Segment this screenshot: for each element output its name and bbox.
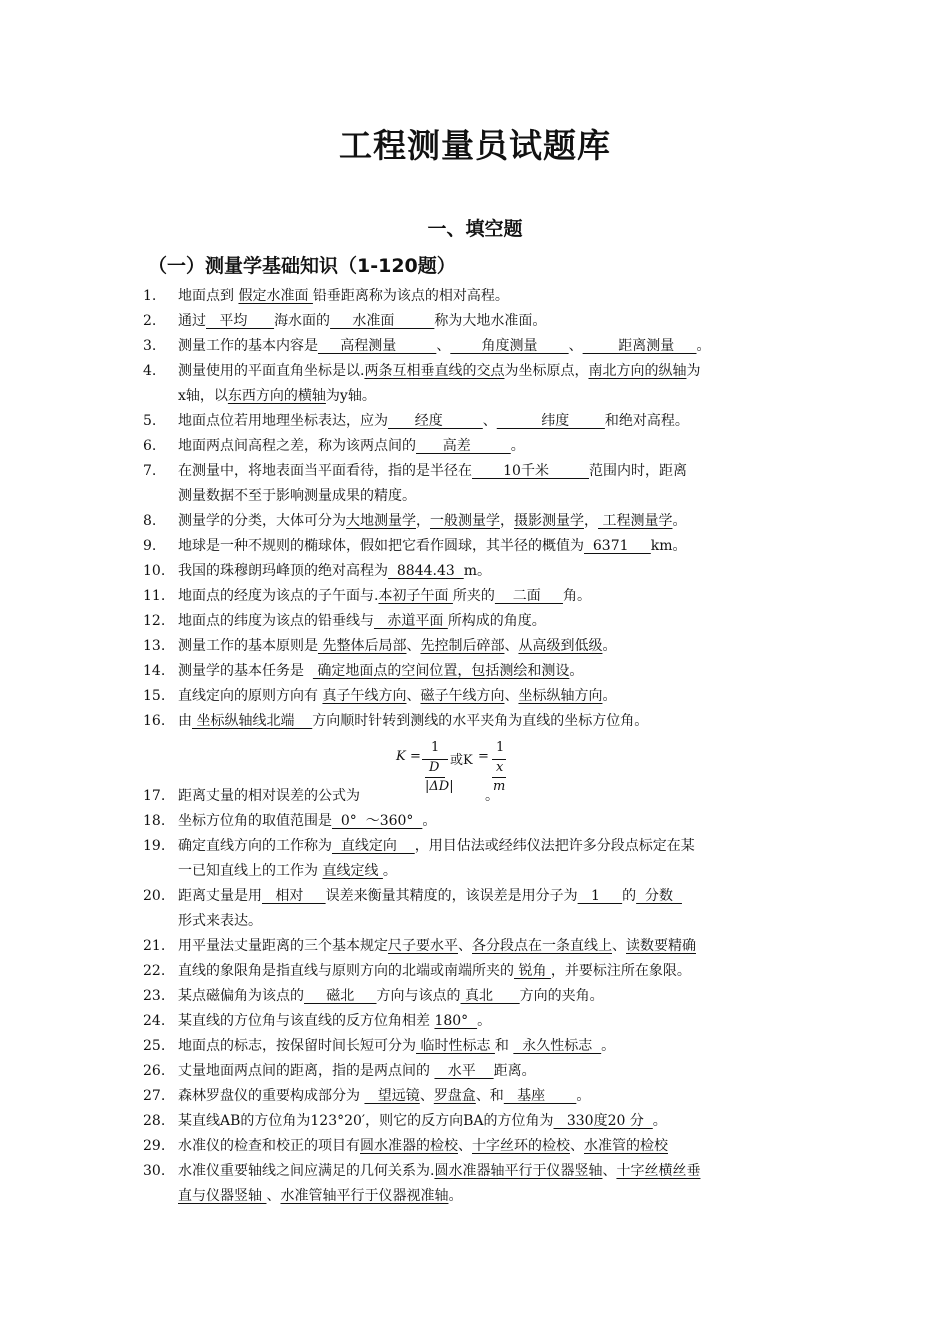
text-segment: 23. xyxy=(143,988,166,1004)
text-segment: 某直线AB的方位角为123°20′，则它的反方向BA的方位角为 xyxy=(178,1113,554,1129)
text-segment: 、和 xyxy=(475,1088,504,1104)
answer: 两条互相垂直线的交点 xyxy=(364,363,505,379)
text-segment: 15. xyxy=(143,688,166,704)
text-segment: 水准仪的检查和校正的项目有 xyxy=(178,1138,360,1154)
answer: 圆水准器轴平行于仪器竖轴 xyxy=(434,1163,603,1179)
text-segment: 我国的珠穆朗玛峰顶的绝对高程为 xyxy=(178,563,388,579)
text-segment: 。 xyxy=(672,513,687,529)
question-20 xyxy=(143,884,682,909)
text-segment: 测量工作的基本内容是 xyxy=(178,338,318,354)
question-19 xyxy=(143,834,695,859)
subsection-heading: （一）测量学基础知识（1-120题） xyxy=(148,255,456,277)
answer: 摄影测量学 xyxy=(514,513,584,529)
text-segment: ， xyxy=(416,513,430,529)
formula-or: 或K xyxy=(450,753,473,768)
text-segment: 。 xyxy=(602,638,617,654)
question-28 xyxy=(143,1109,667,1134)
text-segment: ，用目估法或经纬仪法把许多分段点标定在某 xyxy=(414,838,695,854)
text-segment: 。 xyxy=(576,1088,591,1104)
question-13 xyxy=(143,634,616,659)
answer: 0° ～360° xyxy=(332,813,423,829)
answer: 东西方向的横轴 xyxy=(227,388,326,404)
text-segment: 、 xyxy=(602,1163,617,1179)
text-segment: 为 xyxy=(686,363,701,379)
formula-eq-2: = xyxy=(478,749,489,764)
text-segment: x轴，以 xyxy=(178,388,228,404)
text-segment: 30. xyxy=(143,1163,166,1179)
question-9 xyxy=(143,534,687,559)
text-segment: 、 xyxy=(570,1138,584,1154)
text-segment: 所构成的角度。 xyxy=(447,613,546,629)
answer: 各分段点在一条直线上 xyxy=(472,938,612,954)
text-segment: 用平量法丈量距离的三个基本规定 xyxy=(178,938,388,954)
text-segment: 地面点位若用地理坐标表达，应为 xyxy=(178,413,388,429)
text-segment: 铅垂距离称为该点的相对高程。 xyxy=(312,288,509,304)
document-title: 工程测量员试题库 xyxy=(339,126,611,165)
formula-numerator: 1 xyxy=(431,740,440,755)
formula-abs-delta-d: |ΔD| xyxy=(425,779,454,794)
text-segment: 、 xyxy=(266,1188,281,1204)
answer: 一般测量学 xyxy=(430,513,500,529)
text-segment: 为y轴。 xyxy=(325,388,376,404)
question-18 xyxy=(143,809,436,834)
answer: 水准管的检校 xyxy=(584,1138,668,1154)
text-segment: 形式来表达。 xyxy=(178,913,262,929)
text-segment: 在测量中，将地表面当平面看待，指的是半径在 xyxy=(178,463,472,479)
answer: 确定地面点的空间位置，包括测绘和测设 xyxy=(312,663,570,679)
answer: 先控制后碎部 xyxy=(420,638,505,654)
text-segment: 13. xyxy=(143,638,166,654)
text-segment: 方向与该点的 xyxy=(376,988,461,1004)
answer: 330度20 分 xyxy=(553,1113,653,1129)
text-segment: 。 xyxy=(601,1038,616,1054)
question-4-continued xyxy=(178,384,376,409)
text-segment: 距离。 xyxy=(493,1063,536,1079)
text-segment: 某点磁偏角为该点的 xyxy=(178,988,304,1004)
question-30-continued xyxy=(178,1184,462,1209)
text-segment: 24. xyxy=(143,1013,166,1029)
answer: 高程测量 xyxy=(318,338,437,354)
text-segment: 8. xyxy=(143,513,157,529)
answer: 分数 xyxy=(636,888,682,904)
answer: 8844.43 xyxy=(388,563,464,579)
text-segment: 。 xyxy=(602,688,617,704)
text-segment: 。 xyxy=(485,788,499,804)
answer: 经度 xyxy=(388,413,483,429)
answer: 真北 xyxy=(460,988,520,1004)
text-segment: 、 xyxy=(504,638,519,654)
answer: 从高级到低级 xyxy=(518,638,603,654)
fraction-bar xyxy=(425,777,445,778)
answer: 南北方向的纵轴 xyxy=(588,363,687,379)
text-segment: 某直线的方位角与该直线的反方位角相差 xyxy=(178,1013,435,1029)
answer: 距离测量 xyxy=(582,338,697,354)
text-segment: 4. xyxy=(143,363,157,379)
answer: 圆水准器的检校 xyxy=(360,1138,458,1154)
text-segment: 10. xyxy=(143,563,166,579)
text-segment: 和 xyxy=(494,1038,514,1054)
text-segment: 方向顺时针转到测线的水平夹角为直线的坐标方位角。 xyxy=(312,713,649,729)
question-10 xyxy=(143,559,491,584)
text-segment: 地面两点间高程之差，称为该两点间的 xyxy=(178,438,416,454)
text-segment: 27. xyxy=(143,1088,166,1104)
text-segment: 测量工作的基本原则是 xyxy=(178,638,318,654)
text-segment: 和绝对高程。 xyxy=(604,413,689,429)
text-segment: ，并要标注所在象限。 xyxy=(550,963,691,979)
answer: 水准管轴平行于仪器视准轴 xyxy=(280,1188,449,1204)
text-segment: 确定直线方向的工作称为 xyxy=(178,838,332,854)
answer: 水平 xyxy=(434,1063,494,1079)
question-2 xyxy=(143,309,546,334)
text-segment: 28. xyxy=(143,1113,166,1129)
text-segment: 20. xyxy=(143,888,166,904)
formula-eq: = xyxy=(410,749,421,764)
text-segment: 所夹的 xyxy=(452,588,495,604)
text-segment: 、 xyxy=(406,688,421,704)
answer: 工程测量学 xyxy=(598,513,673,529)
answer: 坐标纵轴线北端 xyxy=(192,713,313,729)
answer: 永久性标志 xyxy=(513,1038,602,1054)
text-segment: 。 xyxy=(652,1113,667,1129)
question-16 xyxy=(143,709,648,734)
answer: 相对 xyxy=(262,888,326,904)
text-segment: 3. xyxy=(143,338,157,354)
text-segment: 、 xyxy=(612,938,626,954)
text-segment: ， xyxy=(500,513,514,529)
answer: 纬度 xyxy=(496,413,605,429)
answer: 直线定向 xyxy=(332,838,415,854)
question-11 xyxy=(143,584,591,609)
text-segment: ， xyxy=(584,513,598,529)
text-segment: 通过 xyxy=(178,313,206,329)
text-segment: 为坐标原点， xyxy=(504,363,589,379)
text-segment: 海水面的 xyxy=(274,313,331,329)
text-segment: 、 xyxy=(436,338,451,354)
text-segment: 19. xyxy=(143,838,166,854)
answer: 望远镜 xyxy=(364,1088,420,1104)
text-segment: 地面点到 xyxy=(178,288,239,304)
text-segment: 6. xyxy=(143,438,157,454)
text-segment: 地面点的纬度为该点的铅垂线与 xyxy=(178,613,374,629)
text-segment: 、 xyxy=(568,338,583,354)
text-segment: 、 xyxy=(482,413,497,429)
text-segment: 。 xyxy=(422,813,437,829)
answer: 大地测量学 xyxy=(346,513,416,529)
text-segment: 5. xyxy=(143,413,157,429)
fraction-bar xyxy=(492,777,506,778)
answer: 十字丝横丝垂 xyxy=(616,1163,701,1179)
question-14 xyxy=(143,659,583,684)
text-segment: 7. xyxy=(143,463,157,479)
section-heading: 一、填空题 xyxy=(427,218,523,240)
formula-d: D xyxy=(429,760,440,775)
question-7 xyxy=(143,459,687,484)
question-1 xyxy=(143,284,509,309)
text-segment: 地面点的标志，按保留时间长短可分为 xyxy=(178,1038,416,1054)
answer: 平均 xyxy=(206,313,275,329)
text-segment: 由 xyxy=(178,713,192,729)
text-segment: 14. xyxy=(143,663,166,679)
answer: 1 xyxy=(577,888,623,904)
text-segment: 水准仪重要轴线之间应满足的几何关系为. xyxy=(178,1163,435,1179)
text-segment: 。 xyxy=(696,338,711,354)
question-27 xyxy=(143,1084,590,1109)
answer: 水准面 xyxy=(330,313,435,329)
text-segment: 21. xyxy=(143,938,166,954)
text-segment: 坐标方位角的取值范围是 xyxy=(178,813,332,829)
text-segment: 测量使用的平面直角坐标是以. xyxy=(178,363,365,379)
answer: 本初子午面 xyxy=(378,588,453,604)
answer: 二面 xyxy=(494,588,563,604)
answer: 临时性标志 xyxy=(416,1038,495,1054)
text-segment: 直线定向的原则方向有 xyxy=(178,688,323,704)
answer: 角度测量 xyxy=(450,338,569,354)
text-segment: km。 xyxy=(650,538,687,554)
text-segment: 测量学的基本任务是 xyxy=(178,663,313,679)
answer: 读数要精确 xyxy=(626,938,696,954)
answer: 坐标纵轴方向 xyxy=(518,688,603,704)
answer: 磁北 xyxy=(304,988,377,1004)
text-segment: 、 xyxy=(504,688,519,704)
question-4 xyxy=(143,359,700,384)
answer: 假定水准面 xyxy=(238,288,313,304)
answer: 罗盘盒 xyxy=(433,1088,476,1104)
answer: 十字丝环的检校 xyxy=(472,1138,570,1154)
answer: 直线定线 xyxy=(322,863,383,879)
text-segment: 地面点的经度为该点的子午面与. xyxy=(178,588,379,604)
text-segment: 18. xyxy=(143,813,166,829)
text-segment: m。 xyxy=(463,563,491,579)
answer: 赤道平面 xyxy=(374,613,448,629)
question-23 xyxy=(143,984,604,1009)
question-20-continued xyxy=(178,909,262,934)
answer: 高差 xyxy=(416,438,511,454)
text-segment: 26. xyxy=(143,1063,166,1079)
answer: 先整体后局部 xyxy=(318,638,407,654)
text-segment: 距离丈量是用 xyxy=(178,888,262,904)
text-segment: 误差来衡量其精度的，该误差是用分子为 xyxy=(325,888,578,904)
text-segment: 一已知直线上的工作为 xyxy=(178,863,323,879)
text-segment: 方向的夹角。 xyxy=(519,988,604,1004)
text-segment: 、 xyxy=(419,1088,434,1104)
text-segment: 称为大地水准面。 xyxy=(434,313,547,329)
text-segment: 17. xyxy=(143,788,166,804)
formula-m: m xyxy=(493,779,506,794)
question-6 xyxy=(143,434,525,459)
question-22 xyxy=(143,959,691,984)
text-segment: 。 xyxy=(477,1013,492,1029)
text-segment: 2. xyxy=(143,313,157,329)
text-segment: 29. xyxy=(143,1138,166,1154)
question-26 xyxy=(143,1059,536,1084)
question-12 xyxy=(143,609,546,634)
text-segment: 、 xyxy=(406,638,421,654)
question-25 xyxy=(143,1034,615,1059)
formula-k: K xyxy=(396,749,406,764)
text-segment: 的 xyxy=(622,888,637,904)
text-segment: 角。 xyxy=(562,588,591,604)
question-17 xyxy=(143,784,499,809)
answer: 锐角 xyxy=(514,963,551,979)
text-segment: 、 xyxy=(458,938,472,954)
answer: 磁子午线方向 xyxy=(420,688,505,704)
answer: 真子午线方向 xyxy=(322,688,407,704)
text-segment: 22. xyxy=(143,963,166,979)
text-segment: 地球是一种不规则的椭球体，假如把它看作圆球，其半径的概值为 xyxy=(178,538,584,554)
text-segment: 测量学的分类，大体可分为 xyxy=(178,513,346,529)
text-segment: 范围内时，距离 xyxy=(589,463,688,479)
question-19-continued xyxy=(178,859,397,884)
question-7-continued xyxy=(178,484,416,509)
question-24 xyxy=(143,1009,491,1034)
formula-numerator-2: 1 xyxy=(496,740,505,755)
text-segment: 测量数据不至于影响测量成果的精度。 xyxy=(178,488,416,504)
text-segment: 1. xyxy=(143,288,157,304)
question-21 xyxy=(143,934,696,959)
text-segment: 、 xyxy=(458,1138,472,1154)
text-segment: 。 xyxy=(448,1188,463,1204)
answer: 基座 xyxy=(503,1088,577,1104)
text-segment: 。 xyxy=(382,863,397,879)
text-segment: 森林罗盘仪的重要构成部分为 xyxy=(178,1088,365,1104)
question-8 xyxy=(143,509,686,534)
formula-x: x xyxy=(496,760,504,775)
question-29 xyxy=(143,1134,668,1159)
text-segment: 。 xyxy=(510,438,525,454)
question-30 xyxy=(143,1159,700,1184)
answer: 180° xyxy=(434,1013,478,1029)
question-15 xyxy=(143,684,616,709)
text-segment: 25. xyxy=(143,1038,166,1054)
question-3 xyxy=(143,334,710,359)
text-segment: 11. xyxy=(143,588,166,604)
text-segment: 。 xyxy=(569,663,584,679)
text-segment: 丈量地面两点间的距离，指的是两点间的 xyxy=(178,1063,435,1079)
question-5 xyxy=(143,409,689,434)
answer: 尺子要水平 xyxy=(388,938,458,954)
text-segment: 16. xyxy=(143,713,166,729)
answer: 直与仪器竖轴 xyxy=(178,1188,267,1204)
text-segment: 直线的象限角是指直线与原则方向的北端或南端所夹的 xyxy=(178,963,514,979)
text-segment: 距离丈量的相对误差的公式为 xyxy=(178,788,360,804)
answer: 6371 xyxy=(584,538,651,554)
answer: 10千米 xyxy=(472,463,590,479)
text-segment: 9. xyxy=(143,538,157,554)
text-segment: 12. xyxy=(143,613,166,629)
